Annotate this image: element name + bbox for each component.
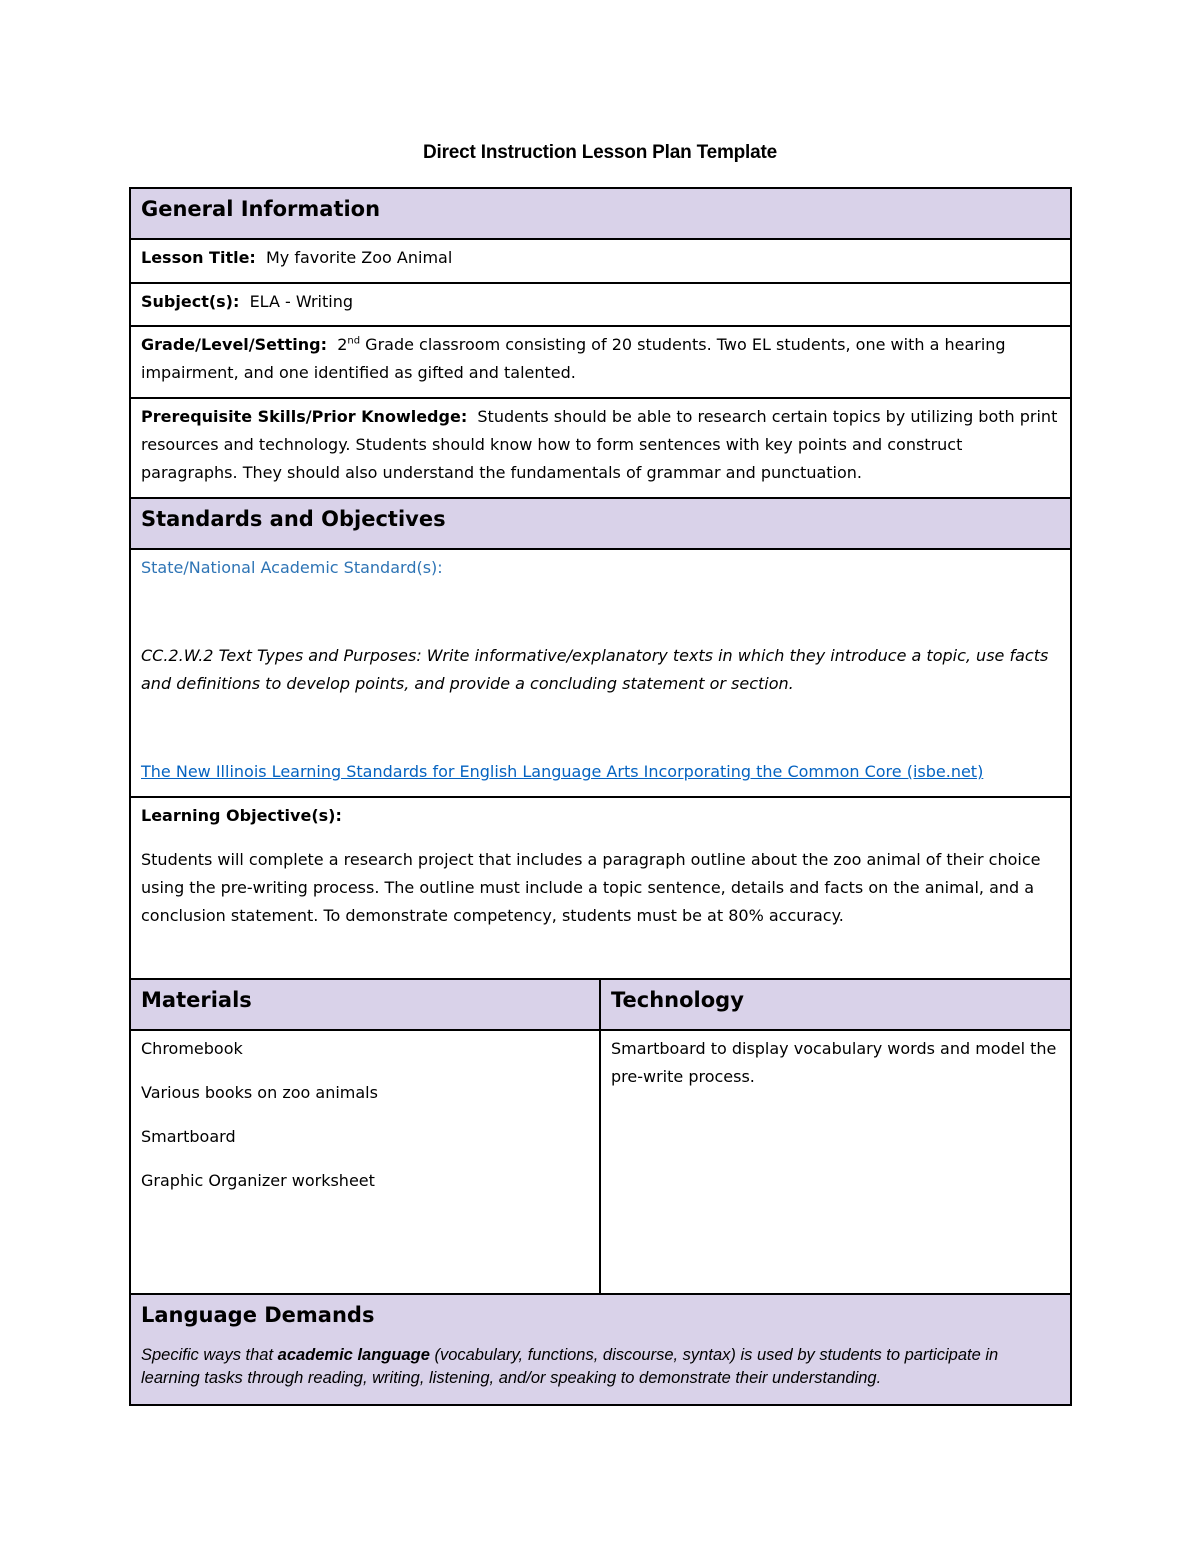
technology-heading: Technology <box>600 979 1071 1030</box>
grade-number: 2 <box>337 335 348 354</box>
grade-label: Grade/Level/Setting: <box>141 335 328 354</box>
lesson-plan-table <box>129 187 1072 1406</box>
language-text-bold: academic language <box>277 1346 430 1364</box>
materials-technology-header-row <box>130 979 1071 1030</box>
technology-text: Smartboard to display vocabulary words and model the pre-write process. <box>611 1039 1057 1086</box>
language-text-before: Specific ways that <box>141 1346 278 1364</box>
lesson-title-value: My favorite Zoo Animal <box>266 248 453 267</box>
academic-standards-row <box>130 549 1071 797</box>
standards-heading: Standards and Objectives <box>130 498 1071 549</box>
general-info-heading: General Information <box>130 188 1071 239</box>
prereq-value: Students should be able to research certain topics by utilizing both print resources and technology. Students should know how to form sentences with key points and construct paragraphs. They should also understand the fundamentals of grammar and punctuation. <box>141 407 1058 482</box>
materials-list <box>130 1030 600 1294</box>
lesson-title-row <box>130 239 1071 283</box>
materials-item: Various books on zoo animals <box>141 1083 378 1102</box>
language-demands-heading: Language Demands <box>130 1294 1071 1336</box>
materials-item: Graphic Organizer worksheet <box>141 1171 375 1190</box>
materials-heading: Materials <box>130 979 600 1030</box>
objective-text: Students will complete a research project that includes a paragraph outline about the zoo animal of their choice using the pre-writing process. The outline must include a topic sentence, details and facts on the animal, and a conclusion statement. To demonstrate competency, students must be at 80% accuracy. <box>141 850 1041 925</box>
materials-item: Smartboard <box>141 1127 236 1146</box>
grade-suffix: nd <box>347 335 361 347</box>
objective-label: Learning Objective(s): <box>141 806 342 825</box>
learning-objective-row <box>130 797 1071 979</box>
academic-standards-label: State/National Academic Standard(s): <box>141 558 443 577</box>
materials-item: Chromebook <box>141 1039 243 1058</box>
language-demands-header-row <box>130 1294 1071 1336</box>
grade-row <box>130 326 1071 398</box>
materials-technology-row <box>130 1030 1071 1294</box>
lesson-title-label: Lesson Title: <box>141 248 256 267</box>
standard-text: CC.2.W.2 Text Types and Purposes: Write informative/explanatory texts in which they introduce a topic, use facts and definitions to develop points, and provide a concluding statement or section. <box>141 646 1049 693</box>
language-demands-text <box>130 1336 1071 1405</box>
language-demands-row <box>130 1336 1071 1405</box>
subjects-label: Subject(s): <box>141 292 240 311</box>
prereq-label: Prerequisite Skills/Prior Knowledge: <box>141 407 468 426</box>
page-title: Direct Instruction Lesson Plan Template <box>423 142 777 163</box>
grade-value: Grade classroom consisting of 20 students. Two EL students, one with a hearing impairment, and one identified as gifted and talented. <box>141 335 1006 382</box>
standards-link[interactable]: The New Illinois Learning Standards for English Language Arts Incorporating the Common Core (isbe.net) <box>141 762 984 781</box>
subjects-row <box>130 283 1071 326</box>
general-info-header-row <box>130 188 1071 239</box>
subjects-value: ELA - Writing <box>249 292 353 311</box>
language-text-after: (vocabulary, functions, discourse, syntax) is used by students to participate in learning tasks through reading, writing, listening, and/or speaking to demonstrate their understanding. <box>141 1346 999 1387</box>
standards-header-row <box>130 498 1071 549</box>
prereq-row <box>130 398 1071 498</box>
